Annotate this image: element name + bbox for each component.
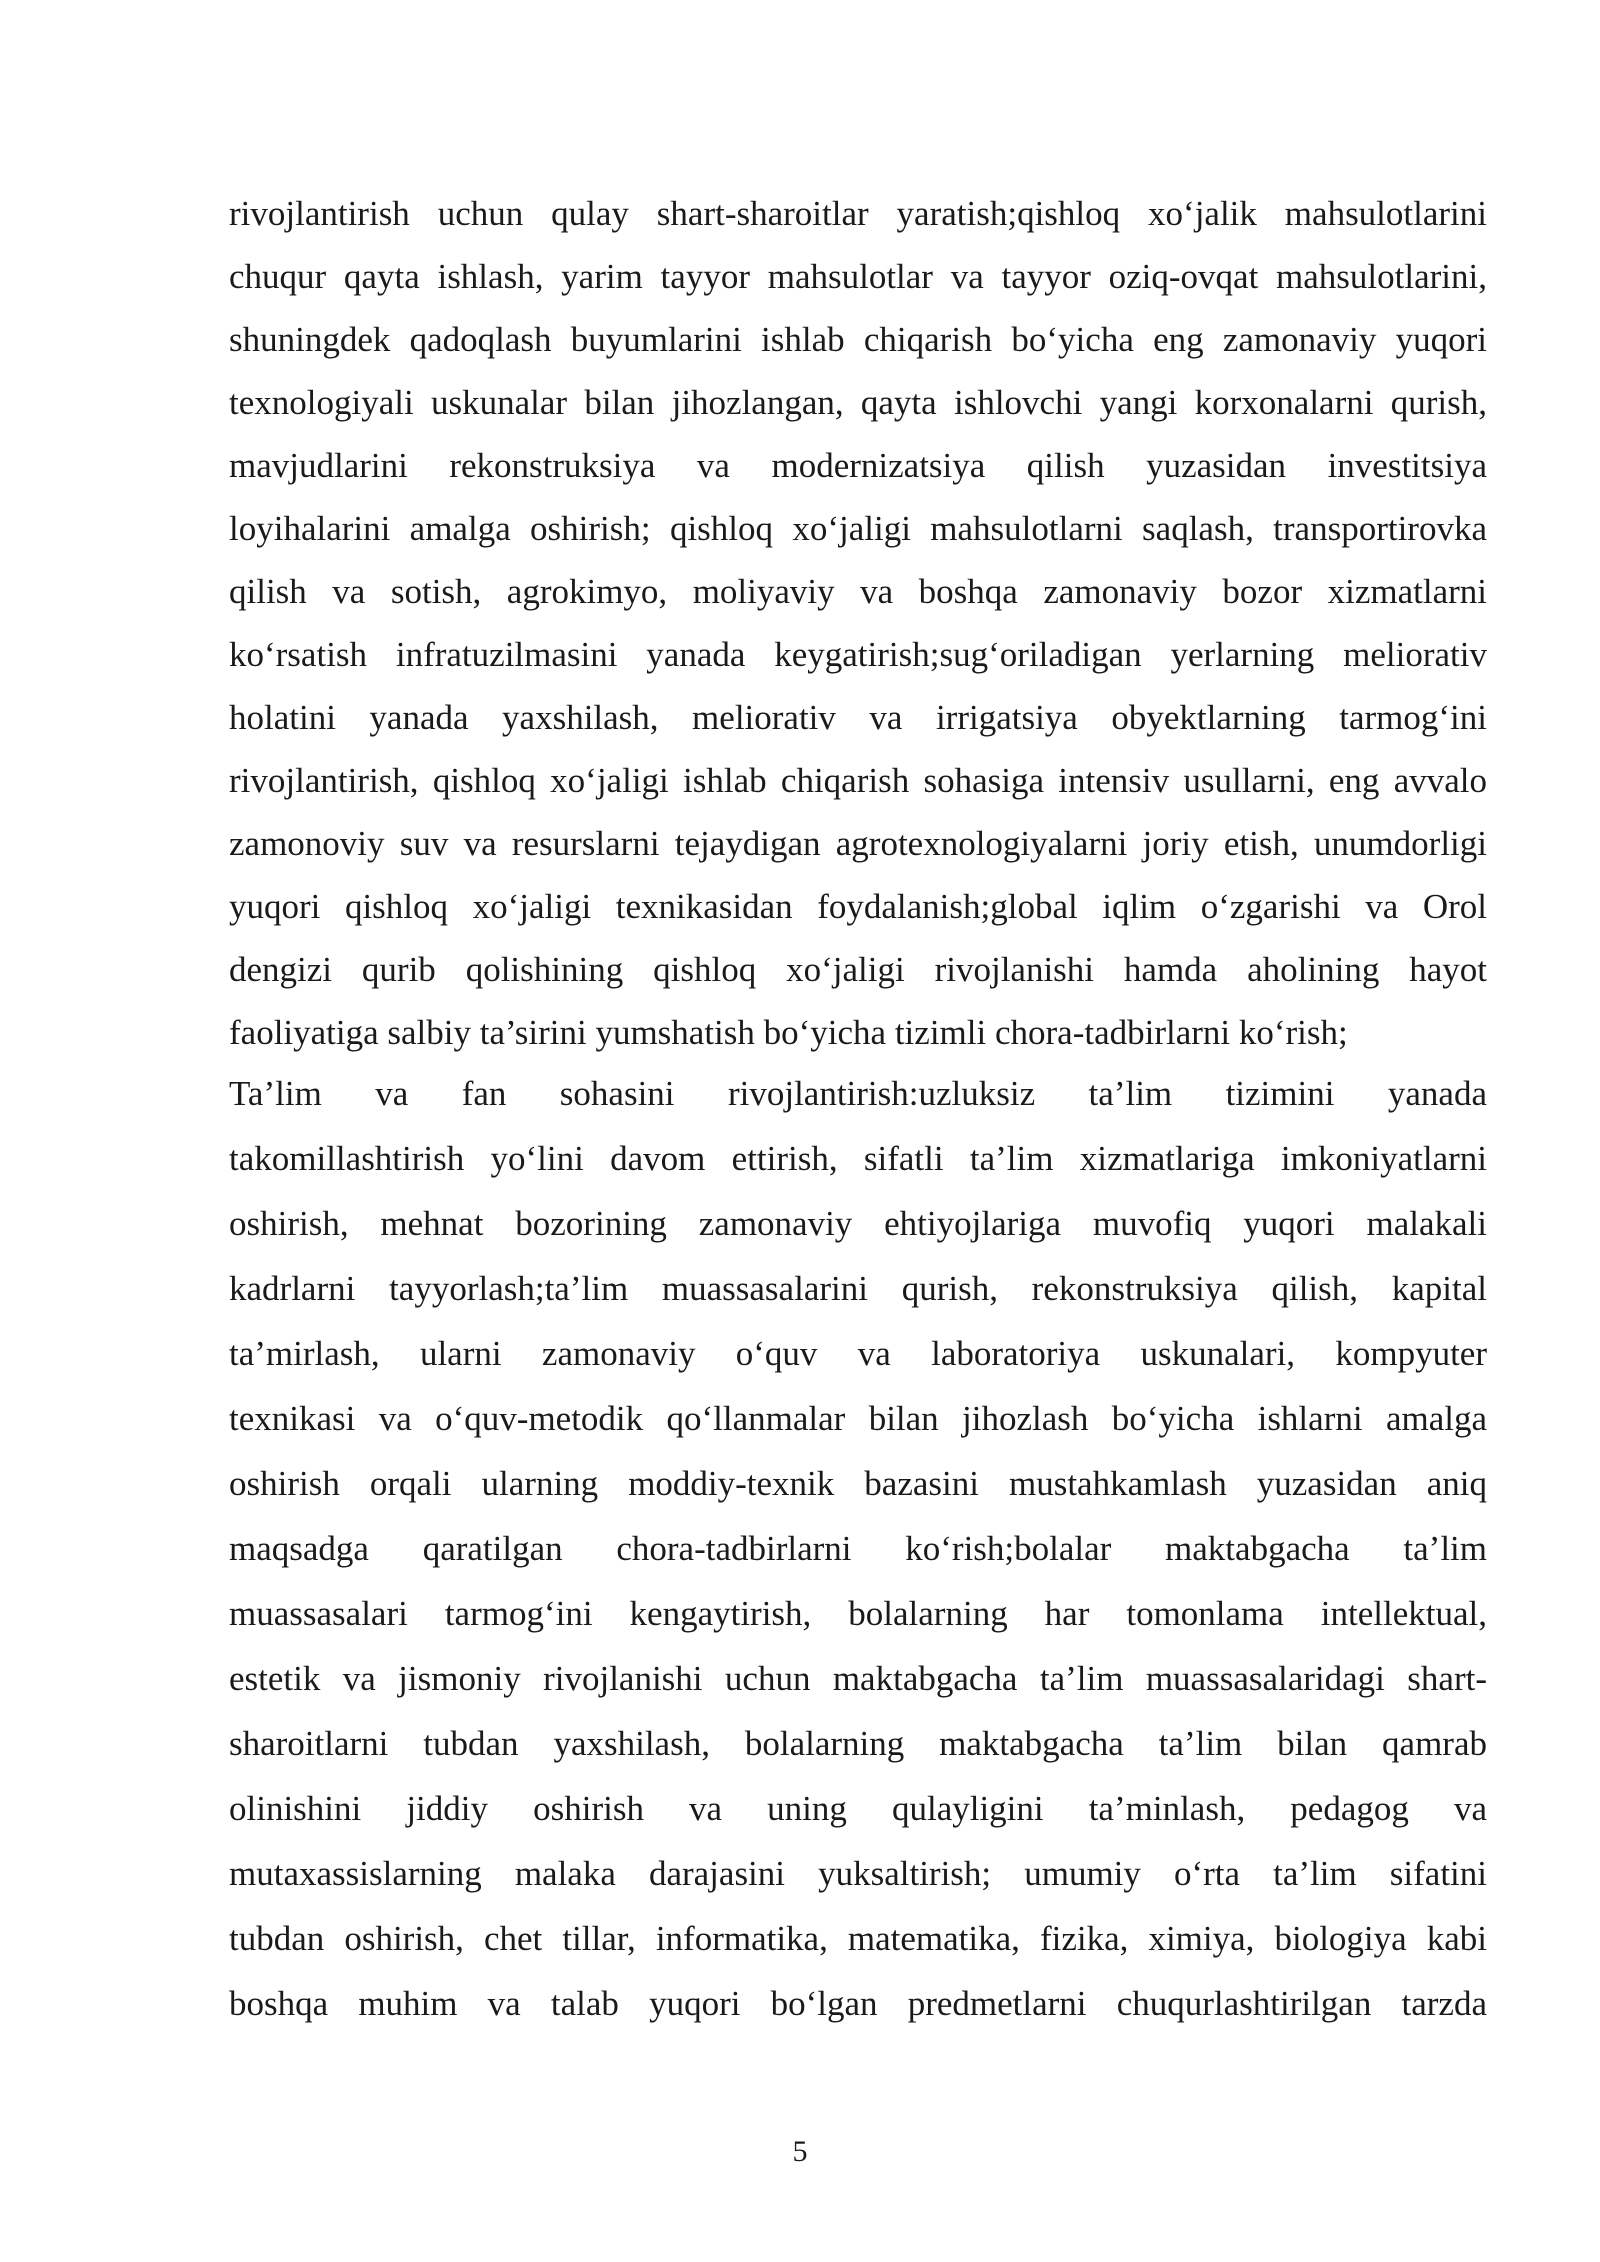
text-line: texnologiyali uskunalar bilan jihozlangan, qayta ishlovchi yangi korxonalarni qurish, bbox=[229, 383, 1487, 422]
text-line: dengizi qurib qolishining qishloq xo‘jaligi rivojlanishi hamda aholining hayot bbox=[229, 950, 1487, 989]
text-line: ko‘rsatish infratuzilmasini yanada keygatirish;sug‘oriladigan yerlarning meliorativ bbox=[229, 635, 1487, 674]
text-line: maqsadga qaratilgan chora-tadbirlarni ko‘rish;bolalar maktabgacha ta’lim bbox=[229, 1529, 1487, 1568]
text-line: chuqur qayta ishlash, yarim tayyor mahsulotlar va tayyor oziq-ovqat mahsulotlarini, bbox=[229, 257, 1487, 296]
text-line: zamonoviy suv va resurslarni tejaydigan agrotexnologiyalarni joriy etish, unumdorligi bbox=[229, 824, 1487, 863]
text-line: boshqa muhim va talab yuqori bo‘lgan predmetlarni chuqurlashtirilgan tarzda bbox=[229, 1984, 1487, 2023]
paragraph-agriculture bbox=[229, 182, 1487, 1064]
paragraph-education bbox=[229, 1061, 1487, 2036]
text-line: sharoitlarni tubdan yaxshilash, bolalarning maktabgacha ta’lim bilan qamrab bbox=[229, 1724, 1487, 1763]
page-number: 5 bbox=[792, 2135, 808, 2168]
text-line: olinishini jiddiy oshirish va uning qulayligini ta’minlash, pedagog va bbox=[229, 1789, 1487, 1828]
text-line: muassasalari tarmog‘ini kengaytirish, bolalarning har tomonlama intellektual, bbox=[229, 1594, 1487, 1633]
text-line: estetik va jismoniy rivojlanishi uchun maktabgacha ta’lim muassasalaridagi shart- bbox=[229, 1659, 1487, 1698]
text-line: Ta’lim va fan sohasini rivojlantirish:uzluksiz ta’lim tizimini yanada bbox=[229, 1074, 1487, 1113]
text-line: shuningdek qadoqlash buyumlarini ishlab chiqarish bo‘yicha eng zamonaviy yuqori bbox=[229, 320, 1487, 359]
text-line: texnikasi va o‘quv-metodik qo‘llanmalar bilan jihozlash bo‘yicha ishlarni amalga bbox=[229, 1399, 1487, 1438]
text-line: tubdan oshirish, chet tillar, informatika, matematika, fizika, ximiya, biologiya kabi bbox=[229, 1919, 1487, 1958]
text-line: loyihalarini amalga oshirish; qishloq xo‘jaligi mahsulotlarni saqlash, transportirovka bbox=[229, 509, 1487, 548]
text-line: rivojlantirish uchun qulay shart-sharoitlar yaratish;qishloq xo‘jalik mahsulotlarini bbox=[229, 194, 1487, 233]
text-line: oshirish, mehnat bozorining zamonaviy ehtiyojlariga muvofiq yuqori malakali bbox=[229, 1204, 1487, 1243]
text-line: yuqori qishloq xo‘jaligi texnikasidan foydalanish;global iqlim o‘zgarishi va Orol bbox=[229, 887, 1487, 926]
text-line: ta’mirlash, ularni zamonaviy o‘quv va laboratoriya uskunalari, kompyuter bbox=[229, 1334, 1487, 1373]
text-line: mutaxassislarning malaka darajasini yuksaltirish; umumiy o‘rta ta’lim sifatini bbox=[229, 1854, 1487, 1893]
text-line: mavjudlarini rekonstruksiya va modernizatsiya qilish yuzasidan investitsiya bbox=[229, 446, 1487, 485]
text-line: holatini yanada yaxshilash, meliorativ va irrigatsiya obyektlarning tarmog‘ini bbox=[229, 698, 1487, 737]
text-line: faoliyatiga salbiy ta’sirini yumshatish bo‘yicha tizimli chora-tadbirlarni ko‘rish; bbox=[229, 1013, 1348, 1052]
text-line: kadrlarni tayyorlash;ta’lim muassasalarini qurish, rekonstruksiya qilish, kapital bbox=[229, 1269, 1487, 1308]
text-line: qilish va sotish, agrokimyo, moliyaviy va boshqa zamonaviy bozor xizmatlarni bbox=[229, 572, 1487, 611]
text-line: oshirish orqali ularning moddiy-texnik bazasini mustahkamlash yuzasidan aniq bbox=[229, 1464, 1487, 1503]
text-line: rivojlantirish, qishloq xo‘jaligi ishlab chiqarish sohasiga intensiv usullarni, eng avvalo bbox=[229, 761, 1487, 800]
text-line: takomillashtirish yo‘lini davom ettirish, sifatli ta’lim xizmatlariga imkoniyatlarni bbox=[229, 1139, 1487, 1178]
